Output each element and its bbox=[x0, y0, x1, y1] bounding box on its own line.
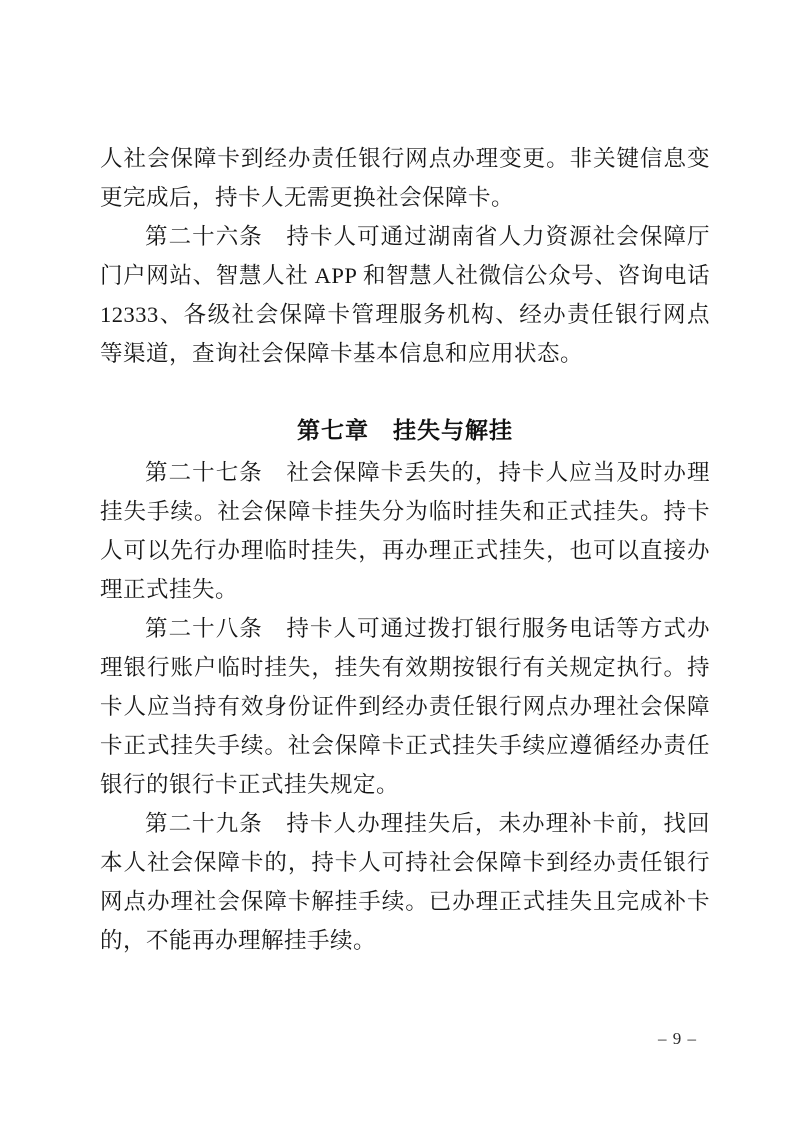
page-number: – 9 – bbox=[658, 1029, 697, 1048]
page-body-text bbox=[100, 139, 710, 960]
body-paragraph-article-29: 第二十九条 持卡人办理挂失后，未办理补卡前，找回本人社会保障卡的，持卡人可持社会保障卡到经办责任银行网点办理社会保障卡解挂手续。已办理正式挂失且完成补卡的，不能再办理解挂手续。 bbox=[100, 811, 710, 953]
body-paragraph-article-28: 第二十八条 持卡人可通过拨打银行服务电话等方式办理银行账户临时挂失，挂失有效期按银行有关规定执行。持卡人应当持有效身份证件到经办责任银行网点办理社会保障卡正式挂失手续。社会保障卡正式挂失手续应遵循经办责任银行的银行卡正式挂失规定。 bbox=[100, 616, 710, 797]
body-paragraph-article-26: 第二十六条 持卡人可通过湖南省人力资源社会保障厅门户网站、智慧人社 APP 和智慧人社微信公众号、咨询电话 12333、各级社会保障卡管理服务机构、经办责任银行网点等渠道，查询社会保障卡基本信息和应用状态。 bbox=[100, 224, 710, 366]
page-footer bbox=[658, 1028, 697, 1050]
body-paragraph-continuation: 人社会保障卡到经办责任银行网点办理变更。非关键信息变更完成后，持卡人无需更换社会保障卡。 bbox=[100, 146, 710, 210]
body-paragraph-article-27: 第二十七条 社会保障卡丢失的，持卡人应当及时办理挂失手续。社会保障卡挂失分为临时挂失和正式挂失。持卡人可以先行办理临时挂失，再办理正式挂失，也可以直接办理正式挂失。 bbox=[100, 460, 710, 602]
chapter-heading: 第七章 挂失与解挂 bbox=[297, 417, 513, 443]
